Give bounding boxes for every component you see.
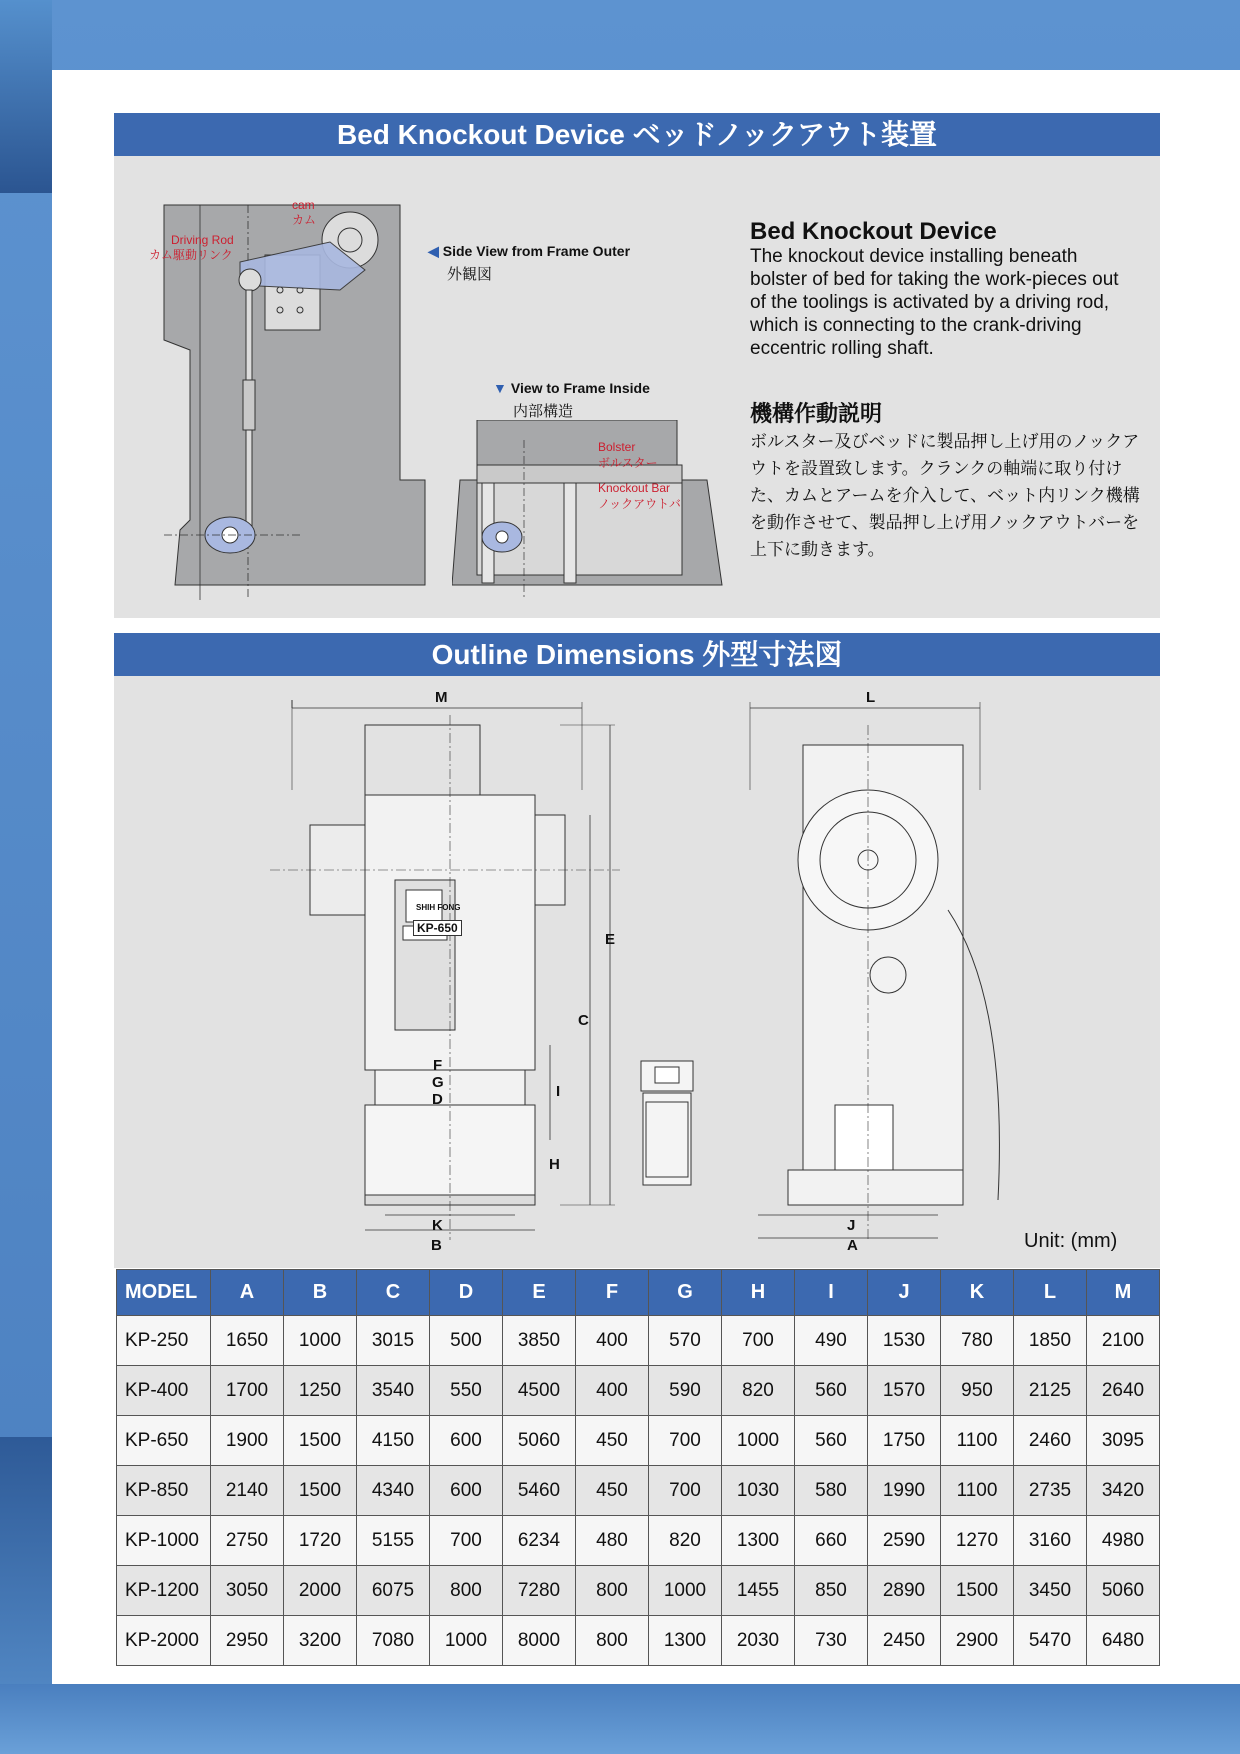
model-cell: KP-850 (117, 1466, 211, 1516)
driving-rod-label-en: Driving Rod (171, 233, 234, 247)
table-row (117, 1466, 1160, 1516)
side-view-label (428, 243, 630, 260)
knockout-bar-label-en: Knockout Bar (598, 481, 671, 495)
column-header: F (576, 1270, 649, 1316)
dimension-cell: 400 (576, 1366, 649, 1416)
side-view-label-jp: 外観図 (447, 266, 493, 283)
dim-label-e: E (605, 931, 616, 948)
dimension-cell: 1100 (941, 1466, 1014, 1516)
column-header: C (357, 1270, 430, 1316)
model-cell: KP-650 (117, 1416, 211, 1466)
dimension-cell: 1570 (868, 1366, 941, 1416)
bolster-label-en: Bolster (598, 440, 636, 454)
dimension-cell: 4980 (1087, 1516, 1160, 1566)
bed-knockout-header: Bed Knockout Device ベッドノックアウト装置 (114, 113, 1160, 156)
dimension-cell: 1500 (941, 1566, 1014, 1616)
dimension-cell: 1530 (868, 1316, 941, 1366)
dimension-cell: 700 (430, 1516, 503, 1566)
dimension-cell: 4150 (357, 1416, 430, 1466)
dimension-cell: 6234 (503, 1516, 576, 1566)
dimension-cell: 450 (576, 1416, 649, 1466)
dimensions-table (116, 1269, 1160, 1666)
cam-label-en: cam (292, 198, 315, 212)
dimension-cell: 730 (795, 1616, 868, 1666)
dimension-cell: 800 (576, 1616, 649, 1666)
dimension-cell: 560 (795, 1366, 868, 1416)
description-title-jp: 機構作動説明 (750, 401, 883, 426)
dimension-cell: 1000 (284, 1316, 357, 1366)
dimension-cell: 800 (576, 1566, 649, 1616)
model-cell: KP-1200 (117, 1566, 211, 1616)
dimension-cell: 4500 (503, 1366, 576, 1416)
inside-view-drawing (452, 420, 724, 610)
dimension-cell: 5460 (503, 1466, 576, 1516)
dimension-cell: 450 (576, 1466, 649, 1516)
cam-label-jp: カム (292, 213, 317, 227)
model-cell: KP-400 (117, 1366, 211, 1416)
dimension-cell: 820 (649, 1516, 722, 1566)
dimension-cell: 1700 (211, 1366, 284, 1416)
dimension-cell: 850 (795, 1566, 868, 1616)
dimension-cell: 1000 (722, 1416, 795, 1466)
dimension-cell: 2450 (868, 1616, 941, 1666)
dimension-cell: 1100 (941, 1416, 1014, 1466)
front-view-drawing (270, 700, 630, 1260)
triangle-down-icon: ▼ (493, 380, 507, 396)
dimension-cell: 3420 (1087, 1466, 1160, 1516)
driving-rod-label-jp: カム駆動リンク (149, 248, 233, 262)
dimension-cell: 3200 (284, 1616, 357, 1666)
description-en: The knockout device installing beneath bolster of bed for taking the work-pieces out of the toolings is activated by a driving rod, which is connecting to the crank-driving eccentric rolling shaft. (750, 246, 1119, 359)
dimension-cell: 550 (430, 1366, 503, 1416)
dimension-cell: 6075 (357, 1566, 430, 1616)
model-cell: KP-2000 (117, 1616, 211, 1666)
dimension-cell: 3850 (503, 1316, 576, 1366)
inside-view-label (493, 380, 650, 396)
dimension-cell: 8000 (503, 1616, 576, 1666)
column-header: K (941, 1270, 1014, 1316)
dimension-cell: 1750 (868, 1416, 941, 1466)
dimension-cell: 4340 (357, 1466, 430, 1516)
dimension-cell: 1650 (211, 1316, 284, 1366)
dimension-cell: 700 (722, 1316, 795, 1366)
dimension-cell: 2000 (284, 1566, 357, 1616)
bolster-label-jp: ボルスター (598, 456, 658, 470)
dimension-cell: 1250 (284, 1366, 357, 1416)
dim-label-h: H (549, 1156, 560, 1173)
nameplate-brand: SHIH FONG (416, 903, 461, 912)
description-jp: ボルスター及びベッドに製品押し上げ用のノックアウトを設置致します。クランクの軸端に取り付けた、カムとアームを介入して、ベット内リンク機構を動作させて、製品押し上げ用ノックアウトバーを上下に動きます。 (750, 432, 1140, 559)
dim-label-b: B (431, 1237, 442, 1254)
dimension-cell: 3450 (1014, 1566, 1087, 1616)
dimension-cell: 2735 (1014, 1466, 1087, 1516)
dimension-cell: 580 (795, 1466, 868, 1516)
dimension-cell: 2100 (1087, 1316, 1160, 1366)
dimension-cell: 2125 (1014, 1366, 1087, 1416)
dimension-cell: 7280 (503, 1566, 576, 1616)
dimension-cell: 600 (430, 1416, 503, 1466)
dimension-cell: 2640 (1087, 1366, 1160, 1416)
dimension-cell: 3095 (1087, 1416, 1160, 1466)
column-header: D (430, 1270, 503, 1316)
table-row (117, 1416, 1160, 1466)
dimension-cell: 5155 (357, 1516, 430, 1566)
dimension-cell: 2900 (941, 1616, 1014, 1666)
inside-view-label-jp: 内部構造 (513, 403, 574, 420)
dim-label-g: G (432, 1074, 444, 1091)
dimension-cell: 660 (795, 1516, 868, 1566)
nameplate-model: KP-650 (413, 920, 462, 936)
dimension-cell: 3540 (357, 1366, 430, 1416)
dimension-cell: 3050 (211, 1566, 284, 1616)
column-header: J (868, 1270, 941, 1316)
dimension-cell: 1000 (649, 1566, 722, 1616)
table-row (117, 1616, 1160, 1666)
dim-label-j: J (847, 1217, 856, 1234)
dimension-cell: 1500 (284, 1416, 357, 1466)
dim-label-l: L (866, 689, 876, 706)
dimension-cell: 570 (649, 1316, 722, 1366)
dimension-cell: 2140 (211, 1466, 284, 1516)
control-cabinet-drawing (640, 1060, 696, 1190)
triangle-left-icon: ◀ (428, 243, 439, 259)
dimension-cell: 780 (941, 1316, 1014, 1366)
outline-side-view-drawing (748, 700, 1008, 1260)
dimension-cell: 1500 (284, 1466, 357, 1516)
dimension-cell: 700 (649, 1466, 722, 1516)
dimension-cell: 1300 (722, 1516, 795, 1566)
table-row (117, 1566, 1160, 1616)
dimension-cell: 480 (576, 1516, 649, 1566)
dimension-cell: 6480 (1087, 1616, 1160, 1666)
dimension-cell: 800 (430, 1566, 503, 1616)
knockout-bar-label-jp: ノックアウトバ (598, 497, 681, 511)
dim-label-a: A (847, 1237, 858, 1254)
dimension-cell: 1990 (868, 1466, 941, 1516)
dimension-cell: 1270 (941, 1516, 1014, 1566)
column-header: M (1087, 1270, 1160, 1316)
dimension-cell: 3160 (1014, 1516, 1087, 1566)
top-left-accent (0, 0, 52, 193)
outline-header: Outline Dimensions 外型寸法図 (114, 633, 1160, 676)
dimension-cell: 820 (722, 1366, 795, 1416)
dimension-cell: 1030 (722, 1466, 795, 1516)
dimension-cell: 1850 (1014, 1316, 1087, 1366)
dimension-cell: 3015 (357, 1316, 430, 1366)
dim-label-d: D (432, 1091, 443, 1108)
table-row (117, 1516, 1160, 1566)
column-header: B (284, 1270, 357, 1316)
side-view-label-en: Side View from Frame Outer (442, 243, 631, 259)
inside-view-label-en: View to Frame Inside (510, 380, 650, 396)
dimension-cell: 2030 (722, 1616, 795, 1666)
dim-label-c: C (578, 1012, 589, 1029)
column-header: I (795, 1270, 868, 1316)
column-header: G (649, 1270, 722, 1316)
dimension-cell: 500 (430, 1316, 503, 1366)
dimension-cell: 490 (795, 1316, 868, 1366)
dim-label-i: I (556, 1083, 561, 1100)
column-header: L (1014, 1270, 1087, 1316)
column-header: A (211, 1270, 284, 1316)
description-title-en: Bed Knockout Device (750, 218, 997, 245)
table-header-row (117, 1270, 1160, 1316)
table-row (117, 1316, 1160, 1366)
table-row (117, 1366, 1160, 1416)
dimension-cell: 700 (649, 1416, 722, 1466)
dimension-cell: 950 (941, 1366, 1014, 1416)
dimension-cell: 2590 (868, 1516, 941, 1566)
dimension-cell: 5470 (1014, 1616, 1087, 1666)
dimension-cell: 400 (576, 1316, 649, 1366)
dimension-cell: 600 (430, 1466, 503, 1516)
dimension-cell: 560 (795, 1416, 868, 1466)
dimension-cell: 2890 (868, 1566, 941, 1616)
model-cell: KP-1000 (117, 1516, 211, 1566)
unit-label: Unit: (mm) (1024, 1230, 1118, 1252)
dimension-cell: 1720 (284, 1516, 357, 1566)
bottom-band (0, 1684, 1240, 1754)
dimension-cell: 5060 (1087, 1566, 1160, 1616)
table-body (117, 1316, 1160, 1666)
dimension-cell: 5060 (503, 1416, 576, 1466)
column-header: H (722, 1270, 795, 1316)
dimension-cell: 2750 (211, 1516, 284, 1566)
dimension-cell: 7080 (357, 1616, 430, 1666)
dimension-cell: 1000 (430, 1616, 503, 1666)
dimension-cell: 1300 (649, 1616, 722, 1666)
column-header: MODEL (117, 1270, 211, 1316)
dim-label-f: F (433, 1057, 443, 1074)
dim-label-k: K (432, 1217, 443, 1234)
dim-label-m: M (435, 689, 448, 706)
model-cell: KP-250 (117, 1316, 211, 1366)
column-header: E (503, 1270, 576, 1316)
dimension-cell: 590 (649, 1366, 722, 1416)
dimension-cell: 1900 (211, 1416, 284, 1466)
dimension-cell: 2460 (1014, 1416, 1087, 1466)
dimension-cell: 1455 (722, 1566, 795, 1616)
dimension-cell: 2950 (211, 1616, 284, 1666)
